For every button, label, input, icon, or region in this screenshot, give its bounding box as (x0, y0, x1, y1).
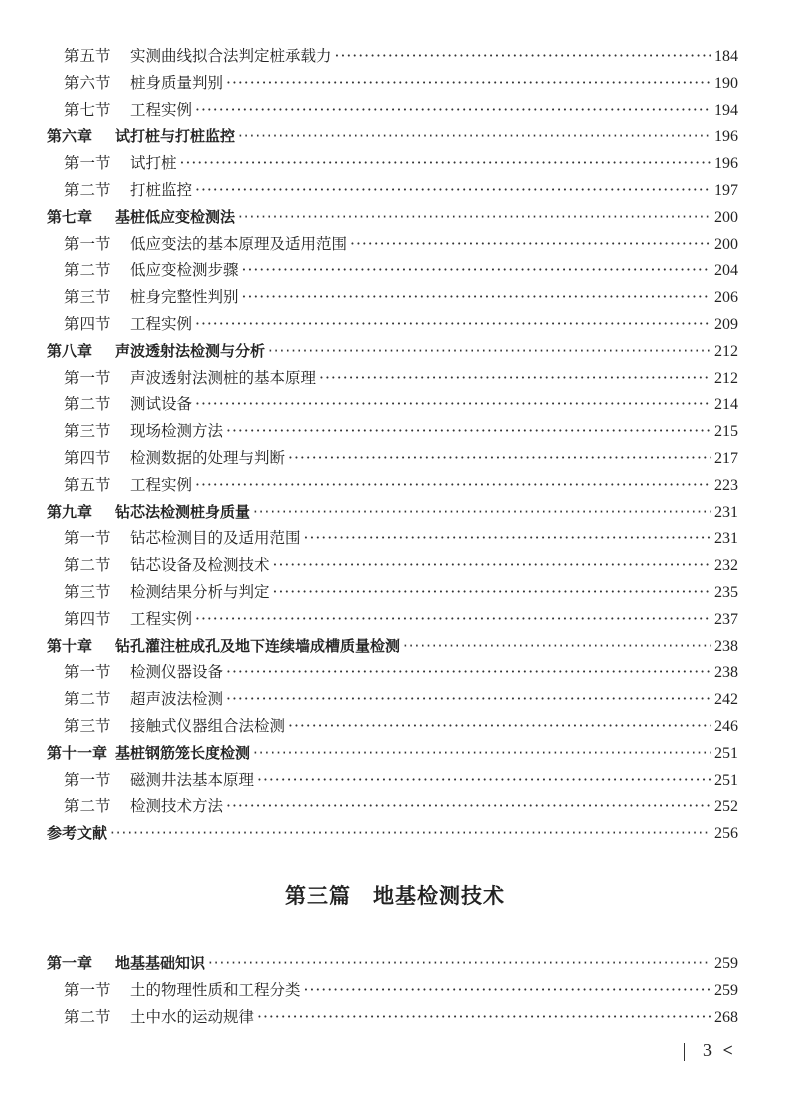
entry-title: 工程实例 (130, 314, 193, 333)
entry-number: 第三节 (64, 422, 111, 441)
entry-number: 第三节 (64, 716, 111, 735)
entry-page: 231 (714, 503, 738, 521)
entry-title: 磁测井法基本原理 (130, 770, 255, 789)
entry-number: 第五节 (64, 47, 111, 65)
entry-number: 第一节 (64, 980, 111, 999)
entry-page: 190 (714, 74, 738, 92)
entry-page: 259 (714, 981, 738, 999)
entry-title: 实测曲线拟合法判定桩承载力 (130, 47, 332, 65)
toc-section-entry[interactable] (47, 150, 738, 177)
entry-number: 第六章 (47, 127, 93, 146)
entry-number: 第八章 (47, 341, 93, 360)
toc-chapter-entry[interactable] (47, 499, 738, 526)
toc-chapter-entry[interactable] (47, 123, 738, 150)
entry-number: 第四节 (64, 609, 111, 628)
entry-number: 第六节 (64, 73, 111, 92)
leader-dots (304, 525, 711, 552)
entry-number: 第一节 (64, 663, 111, 682)
toc-section-entry[interactable] (47, 767, 738, 794)
toc-chapter-entry[interactable] (47, 204, 738, 231)
toc-chapter-entry[interactable] (47, 633, 738, 660)
entry-page: 242 (714, 691, 738, 709)
toc-section-entry[interactable] (47, 1004, 738, 1031)
toc-chapter-entry[interactable] (47, 740, 738, 767)
entry-title: 检测仪器设备 (130, 663, 224, 682)
entry-page: 204 (714, 262, 738, 280)
entry-page: 212 (714, 342, 738, 360)
leader-dots (273, 552, 711, 579)
leader-dots (226, 70, 711, 97)
entry-number: 第一节 (64, 770, 111, 789)
leader-dots (195, 311, 711, 338)
leader-dots (242, 284, 711, 311)
entry-title: 检测技术方法 (130, 797, 224, 816)
leader-dots (180, 150, 711, 177)
entry-number: 第二节 (64, 556, 111, 575)
entry-page: 200 (714, 208, 738, 226)
entry-page: 209 (714, 315, 738, 333)
leader-dots (195, 472, 711, 499)
entry-title: 钻芯法检测桩身质量 (115, 502, 251, 521)
toc-chapter-entry[interactable] (47, 950, 738, 977)
entry-page: 184 (714, 48, 738, 65)
entry-page: 235 (714, 583, 738, 601)
entry-title: 低应变法的基本原理及适用范围 (130, 234, 348, 253)
entry-title: 土的物理性质和工程分类 (130, 980, 301, 999)
leader-dots (350, 231, 711, 258)
leader-dots (288, 713, 711, 740)
leader-dots (208, 950, 711, 977)
entry-title: 工程实例 (130, 475, 193, 494)
entry-title: 测试设备 (130, 395, 193, 414)
entry-number: 第一节 (64, 368, 111, 387)
toc-section-entry[interactable] (47, 177, 738, 204)
toc-section-entry[interactable] (47, 525, 738, 552)
entry-title: 基桩钢筋笼长度检测 (115, 743, 251, 762)
entry-number: 第五节 (64, 475, 111, 494)
leader-dots (257, 1004, 711, 1031)
entry-title: 钻芯设备及检测技术 (130, 556, 270, 575)
entry-page: 212 (714, 369, 738, 387)
toc-section-entry[interactable] (47, 686, 738, 713)
toc-section-entry[interactable] (47, 418, 738, 445)
leader-dots (335, 43, 711, 70)
entry-page: 259 (714, 955, 738, 972)
entry-title: 现场检测方法 (130, 422, 224, 441)
entry-title: 接触式仪器组合法检测 (130, 716, 286, 735)
entry-page: 206 (714, 289, 738, 307)
leader-dots (238, 123, 711, 150)
entry-title: 钻孔灌注桩成孔及地下连续墙成槽质量检测 (115, 636, 401, 655)
entry-number: 第一节 (64, 529, 111, 548)
entry-number: 第十章 (47, 636, 93, 655)
entry-page: 237 (714, 610, 738, 628)
toc-section-entry[interactable] (47, 43, 738, 70)
entry-title: 打桩监控 (130, 180, 193, 199)
toc-list (47, 43, 738, 847)
page-number: 3 (703, 1040, 712, 1060)
entry-title: 试打桩与打桩监控 (115, 127, 236, 146)
toc-section-entry[interactable] (47, 97, 738, 124)
entry-number: 第四节 (64, 314, 111, 333)
leader-dots (195, 97, 711, 124)
entry-number: 第一节 (64, 234, 111, 253)
entry-page: 194 (714, 101, 738, 119)
entry-page: 196 (714, 155, 738, 173)
toc-chapter-entry[interactable] (47, 820, 738, 847)
entry-number: 第四节 (64, 448, 111, 467)
entry-page: 232 (714, 557, 738, 575)
leader-dots (226, 793, 711, 820)
entry-number: 第二节 (64, 797, 111, 816)
entry-number: 第三节 (64, 288, 111, 307)
leader-dots (238, 204, 711, 231)
entry-title: 桩身质量判别 (130, 73, 224, 92)
leader-dots (403, 633, 711, 660)
entry-number: 第十一章 (47, 743, 108, 762)
toc-section-entry[interactable] (47, 579, 738, 606)
leader-dots (195, 177, 711, 204)
toc-section-entry[interactable] (47, 257, 738, 284)
entry-page: 214 (714, 396, 738, 414)
entry-number: 第三节 (64, 582, 111, 601)
toc-section-entry[interactable] (47, 70, 738, 97)
entry-title: 参考文献 (47, 824, 108, 843)
toc-section-entry[interactable] (47, 793, 738, 820)
entry-number: 第二节 (64, 1007, 111, 1026)
entry-title: 桩身完整性判别 (130, 288, 239, 307)
entry-page: 251 (714, 744, 738, 762)
entry-page: 256 (714, 825, 738, 843)
page-footer (684, 1040, 733, 1061)
toc-section-entry[interactable] (47, 659, 738, 686)
entry-page: 223 (714, 476, 738, 494)
toc-section-entry[interactable] (47, 472, 738, 499)
toc-section-entry[interactable] (47, 365, 738, 392)
entry-page: 215 (714, 423, 738, 441)
entry-page: 231 (714, 530, 738, 548)
divider (684, 1043, 685, 1061)
toc-section-entry[interactable] (47, 391, 738, 418)
entry-number: 第二节 (64, 180, 111, 199)
entry-page: 197 (714, 181, 738, 199)
toc-section-entry[interactable] (47, 552, 738, 579)
entry-title: 声波透射法检测与分析 (115, 341, 266, 360)
entry-title: 声波透射法测桩的基本原理 (130, 368, 317, 387)
arrow-icon: < (722, 1040, 733, 1060)
entry-number: 第七章 (47, 207, 93, 226)
entry-title: 地基基础知识 (115, 954, 206, 972)
entry-title: 钻芯检测目的及适用范围 (130, 529, 301, 548)
entry-title: 超声波法检测 (130, 690, 224, 709)
entry-page: 246 (714, 717, 738, 735)
entry-page: 238 (714, 664, 738, 682)
toc-section-entry[interactable] (47, 284, 738, 311)
part-title: 第三篇 地基检测技术 (285, 884, 505, 908)
leader-dots (253, 499, 711, 526)
entry-title: 低应变检测步骤 (130, 261, 239, 280)
leader-dots (226, 686, 711, 713)
toc-section-entry[interactable] (47, 606, 738, 633)
entry-title: 工程实例 (130, 100, 193, 119)
entry-title: 检测结果分析与判定 (130, 582, 270, 601)
leader-dots (268, 338, 711, 365)
leader-dots (110, 820, 711, 847)
toc-section-entry[interactable] (47, 977, 738, 1004)
entry-number: 第九章 (47, 502, 93, 521)
leader-dots (257, 767, 711, 794)
entry-page: 268 (714, 1008, 738, 1026)
entry-title: 工程实例 (130, 609, 193, 628)
toc-list (47, 950, 738, 1030)
toc-section-entry[interactable] (47, 445, 738, 472)
entry-number: 第一章 (47, 954, 93, 972)
entry-number: 第二节 (64, 261, 111, 280)
leader-dots (226, 659, 711, 686)
leader-dots (195, 391, 711, 418)
leader-dots (195, 606, 711, 633)
leader-dots (242, 257, 711, 284)
leader-dots (288, 445, 711, 472)
entry-title: 检测数据的处理与判断 (130, 448, 286, 467)
entry-page: 238 (714, 637, 738, 655)
leader-dots (253, 740, 711, 767)
entry-page: 196 (714, 128, 738, 146)
toc-section-entry[interactable] (47, 231, 738, 258)
entry-page: 251 (714, 771, 738, 789)
entry-title: 土中水的运动规律 (130, 1007, 255, 1026)
entry-number: 第二节 (64, 690, 111, 709)
entry-title: 试打桩 (130, 154, 177, 173)
toc-section-entry[interactable] (47, 311, 738, 338)
toc-section-entry[interactable] (47, 713, 738, 740)
leader-dots (273, 579, 711, 606)
entry-number: 第一节 (64, 154, 111, 173)
toc-chapter-entry[interactable] (47, 338, 738, 365)
entry-number: 第二节 (64, 395, 111, 414)
entry-number: 第七节 (64, 100, 111, 119)
entry-page: 252 (714, 798, 738, 816)
leader-dots (319, 365, 711, 392)
leader-dots (226, 418, 711, 445)
leader-dots (304, 977, 711, 1004)
entry-page: 200 (714, 235, 738, 253)
entry-page: 217 (714, 449, 738, 467)
entry-title: 基桩低应变检测法 (115, 207, 236, 226)
